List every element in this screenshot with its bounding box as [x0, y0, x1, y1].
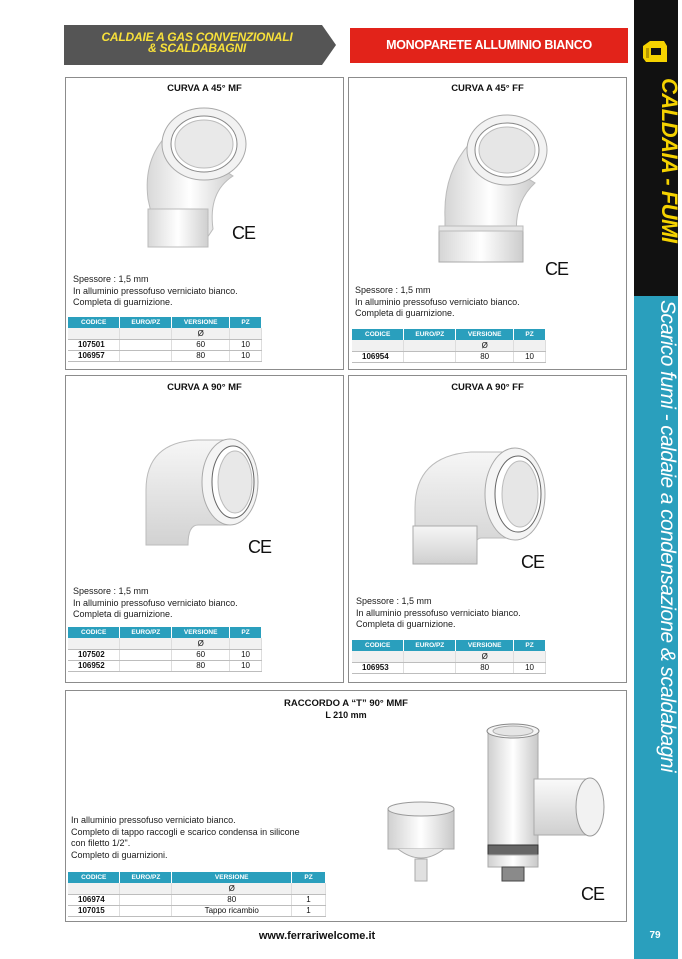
cell-price — [120, 660, 172, 671]
cell-version: 60 — [172, 339, 230, 350]
diameter-symbol: Ø — [456, 340, 514, 351]
description-line: Spessore : 1,5 mm — [73, 274, 149, 284]
table-header-row — [68, 317, 262, 328]
table-header-row — [68, 627, 262, 638]
column-header-pz: PZ — [230, 317, 262, 328]
product-description — [71, 815, 300, 861]
table-header-row — [352, 640, 546, 651]
diameter-row — [68, 638, 262, 649]
description-line: Completa di guarnizione. — [356, 619, 456, 629]
ce-mark: CE — [232, 223, 256, 243]
description-line: Completa di guarnizione. — [355, 308, 455, 318]
diameter-symbol: Ø — [456, 651, 514, 662]
ce-mark: CE — [248, 537, 272, 557]
column-header-versione: VERSIONE — [172, 317, 230, 328]
spec-table — [68, 627, 262, 672]
cell-code: 106954 — [352, 351, 404, 362]
product-title: RACCORDO A “T” 90° MMF — [284, 698, 408, 709]
ce-mark: CE — [545, 259, 569, 279]
product-description — [356, 596, 521, 631]
table-row — [68, 905, 326, 916]
diameter-symbol: Ø — [172, 883, 292, 894]
product-description — [73, 274, 238, 309]
description-line: In alluminio pressofuso verniciato bianco. — [355, 296, 520, 307]
section-banner: MONOPARETE ALLUMINIO BIANCO — [350, 28, 628, 63]
description-line: In alluminio pressofuso verniciato bianco. — [73, 285, 238, 296]
table-row — [68, 350, 262, 361]
product-subtitle: L 210 mm — [325, 710, 367, 720]
product-panel-curva-45-ff — [348, 77, 627, 370]
cell-code: 106952 — [68, 660, 120, 671]
column-header-codice: CODICE — [68, 317, 120, 328]
description-line: In alluminio pressofuso verniciato bianco. — [356, 607, 521, 618]
spec-table — [68, 872, 326, 917]
diameter-symbol: Ø — [172, 328, 230, 339]
elbow-90-ff-image — [411, 438, 551, 568]
product-title: CURVA A 45° FF — [451, 83, 524, 94]
cell-version: 80 — [172, 660, 230, 671]
product-title: CURVA A 45° MF — [167, 83, 242, 94]
cell-version: 80 — [172, 350, 230, 361]
cell-version: 80 — [456, 351, 514, 362]
footer-website-link[interactable]: www.ferrariwelcome.it — [258, 930, 376, 942]
description-line: Spessore : 1,5 mm — [356, 596, 432, 606]
t-fitting-image — [384, 717, 614, 887]
column-header-versione: VERSIONE — [456, 329, 514, 340]
description-line: In alluminio pressofuso verniciato bianco. — [71, 815, 236, 825]
table-row — [352, 662, 546, 673]
cell-pz: 10 — [230, 339, 262, 350]
column-header-codice: CODICE — [352, 640, 404, 651]
column-header-pz: PZ — [292, 872, 326, 883]
ce-mark: CE — [581, 884, 605, 904]
product-description — [73, 586, 238, 621]
spec-table — [352, 640, 546, 674]
product-panel-curva-45-mf — [65, 77, 344, 370]
cell-price — [120, 339, 172, 350]
cell-pz: 10 — [230, 350, 262, 361]
diameter-row — [68, 883, 326, 894]
description-line: Completo di guarnizioni. — [71, 849, 168, 860]
cell-version: Tappo ricambio — [172, 905, 292, 916]
sidebar-title: CALDAIA - FUMI — [657, 78, 682, 243]
product-description — [355, 285, 520, 320]
diameter-symbol: Ø — [172, 638, 230, 649]
column-header-codice: CODICE — [68, 627, 120, 638]
elbow-90-mf-image — [138, 430, 268, 550]
column-header-codice: CODICE — [352, 329, 404, 340]
column-header-codice: CODICE — [68, 872, 120, 883]
cell-pz: 10 — [230, 649, 262, 660]
spec-table — [68, 317, 262, 362]
category-line-1: CALDAIE A GAS CONVENZIONALI — [101, 30, 293, 44]
column-header-euro: EURO/PZ — [120, 317, 172, 328]
page-number: 79 — [649, 930, 661, 941]
cell-pz: 1 — [292, 905, 326, 916]
spec-table — [352, 329, 546, 363]
cell-code: 106953 — [352, 662, 404, 673]
column-header-versione: VERSIONE — [172, 627, 230, 638]
product-panel-raccordo-t — [65, 690, 627, 922]
elbow-45-ff-image — [435, 108, 555, 268]
table-row — [68, 649, 262, 660]
description-line: Spessore : 1,5 mm — [73, 586, 149, 596]
table-header-row — [68, 872, 326, 883]
column-header-versione: VERSIONE — [456, 640, 514, 651]
sidebar-subtitle: Scarico fumi - caldaie a condensazione & scaldabagni — [656, 300, 679, 772]
cell-version: 60 — [172, 649, 230, 660]
cell-code: 107502 — [68, 649, 120, 660]
cell-pz: 1 — [292, 894, 326, 905]
description-line: Completo di tappo raccogli e scarico condensa in silicone — [71, 826, 300, 837]
cell-price — [120, 350, 172, 361]
table-row — [352, 351, 546, 362]
column-header-euro: EURO/PZ — [404, 640, 456, 651]
product-panel-curva-90-ff — [348, 375, 627, 683]
category-line-2: & SCALDABAGNI — [147, 41, 247, 55]
cell-code: 107501 — [68, 339, 120, 350]
table-row — [68, 339, 262, 350]
product-title: CURVA A 90° FF — [451, 382, 524, 393]
product-title: CURVA A 90° MF — [167, 382, 242, 393]
diameter-row — [352, 651, 546, 662]
cell-price — [404, 662, 456, 673]
description-line: Spessore : 1,5 mm — [355, 285, 431, 295]
column-header-pz: PZ — [230, 627, 262, 638]
cell-price — [120, 905, 172, 916]
cell-version: 80 — [456, 662, 514, 673]
ce-mark: CE — [521, 552, 545, 572]
description-line: Completa di guarnizione. — [73, 609, 173, 619]
column-header-euro: EURO/PZ — [120, 872, 172, 883]
cell-version: 80 — [172, 894, 292, 905]
diameter-row — [352, 340, 546, 351]
diameter-row — [68, 328, 262, 339]
table-header-row — [352, 329, 546, 340]
category-banner — [64, 25, 336, 65]
cell-pz: 10 — [514, 662, 546, 673]
cell-code: 106974 — [68, 894, 120, 905]
column-header-pz: PZ — [514, 329, 546, 340]
table-row — [68, 660, 262, 671]
product-panel-curva-90-mf — [65, 375, 344, 683]
column-header-versione: VERSIONE — [172, 872, 292, 883]
column-header-euro: EURO/PZ — [404, 329, 456, 340]
category-title — [72, 32, 322, 54]
cell-pz: 10 — [230, 660, 262, 671]
boiler-logo-icon — [640, 38, 670, 66]
cell-price — [120, 649, 172, 660]
cell-price — [404, 351, 456, 362]
cell-code: 107015 — [68, 905, 120, 916]
column-header-pz: PZ — [514, 640, 546, 651]
cell-pz: 10 — [514, 351, 546, 362]
description-line: In alluminio pressofuso verniciato bianco. — [73, 597, 238, 608]
table-row — [68, 894, 326, 905]
description-line: Completa di guarnizione. — [73, 297, 173, 307]
column-header-euro: EURO/PZ — [120, 627, 172, 638]
cell-code: 106957 — [68, 350, 120, 361]
cell-price — [120, 894, 172, 905]
description-line: con filetto 1/2". — [71, 838, 131, 848]
